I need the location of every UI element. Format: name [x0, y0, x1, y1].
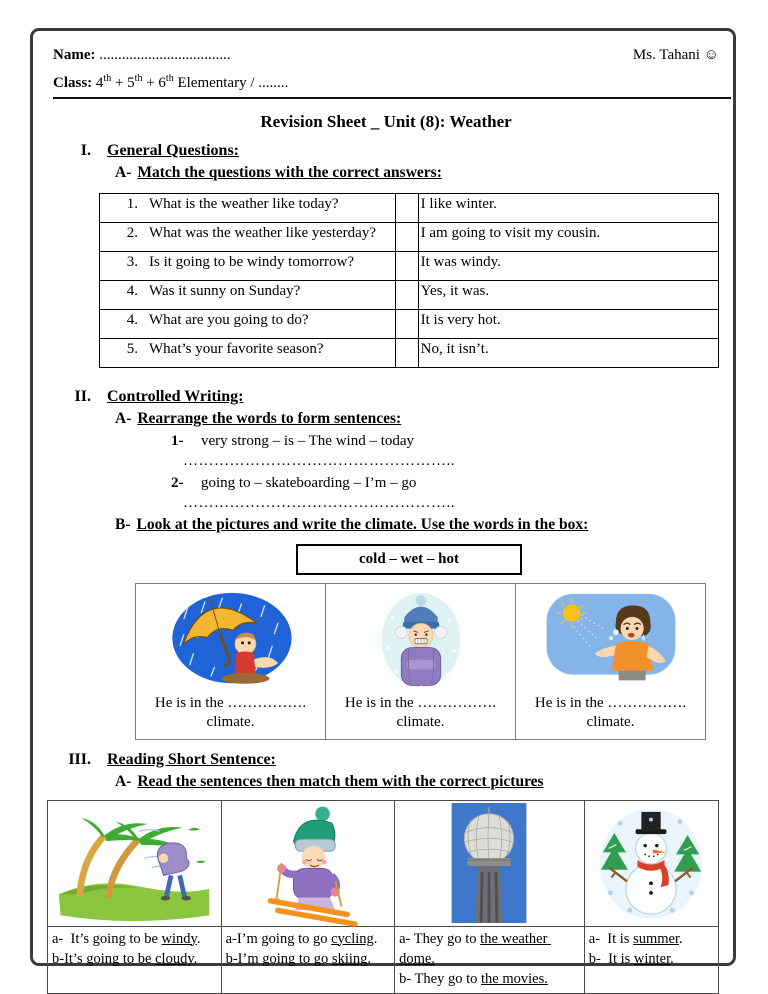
table-row	[48, 800, 719, 926]
table-row	[100, 223, 719, 252]
boy-with-umbrella-in-rain-illustration	[156, 590, 306, 690]
worksheet-page	[30, 28, 736, 988]
climate-caption: He is in the ……………. climate.	[154, 695, 307, 730]
cold-shivering-man-illustration	[367, 590, 475, 690]
item-number: 2-	[171, 475, 184, 491]
picture-cell-snowman	[584, 800, 718, 926]
match-gap-cell	[396, 281, 419, 310]
picture-cell-weather-dome	[395, 800, 585, 926]
section-3-title: Reading Short Sentence:	[107, 750, 276, 768]
picture-cell-skiing	[221, 800, 395, 926]
table-row	[100, 194, 719, 223]
match-gap-cell	[396, 223, 419, 252]
picture-cell-windy	[48, 800, 222, 926]
snowman-winter-illustration	[597, 804, 705, 922]
question-cell: 4. What are you going to do?	[100, 310, 396, 339]
section-2-heading	[53, 388, 719, 406]
section-3a-heading: A- Read the sentences then match them with the correct pictures	[115, 772, 544, 790]
answer-cell: I like winter.	[418, 194, 718, 223]
section-1-heading	[53, 142, 719, 160]
name-field	[53, 47, 230, 64]
answer-blank-line: ……………………………………………..	[183, 453, 455, 469]
name-dotted-line: ...................................	[99, 47, 231, 63]
scrambled-words: very strong – is – The wind – today	[201, 433, 415, 449]
caption-cell: a- It’s going to be windy. b-It’s going to be cloudy.	[48, 926, 222, 994]
question-cell: 3. Is it going to be windy tomorrow?	[100, 252, 396, 281]
answer-cell: Yes, it was.	[418, 281, 718, 310]
section-2-title: Controlled Writing:	[107, 388, 244, 405]
match-gap-cell	[396, 252, 419, 281]
question-cell: 4. Was it sunny on Sunday?	[100, 281, 396, 310]
table-row	[100, 281, 719, 310]
rearrange-item	[171, 433, 719, 450]
rearrange-item	[171, 475, 719, 492]
table-row	[100, 310, 719, 339]
page-title: Revision Sheet _ Unit (8): Weather	[260, 112, 512, 131]
section-1-numeral: I.	[80, 142, 91, 159]
match-gap-cell	[396, 339, 419, 368]
caption-cell: a- They go to the weather dome. b- They go to the movies.	[395, 926, 585, 994]
section-2a-label: A-	[115, 410, 132, 427]
section-1a-label: A-	[115, 164, 132, 181]
question-cell: 5. What’s your favorite season?	[100, 339, 396, 368]
answer-cell: It was windy.	[418, 252, 718, 281]
teacher-name: Ms. Tahani ☺	[632, 47, 719, 63]
climate-caption: He is in the ……………. climate.	[534, 695, 687, 730]
section-3-numeral: III.	[68, 750, 91, 768]
climate-caption: He is in the ……………. climate.	[344, 695, 497, 730]
hot-sweating-boy-illustration	[536, 590, 686, 690]
climate-pictures-table	[135, 583, 706, 740]
section-1a-heading: A- Match the questions with the correct answers:	[115, 164, 442, 181]
name-label: Name:	[53, 47, 96, 63]
section-2a-heading: A- Rearrange the words to form sentences:	[115, 410, 402, 427]
match-gap-cell	[396, 194, 419, 223]
table-row	[100, 252, 719, 281]
item-number: 1-	[171, 433, 184, 449]
header-divider	[53, 97, 731, 99]
section-2-numeral: II.	[74, 388, 91, 405]
reading-match-table	[47, 800, 719, 994]
header-row-name	[53, 47, 719, 64]
climate-cell-wet	[136, 584, 326, 740]
table-row	[48, 926, 719, 994]
weather-dome-tower-photo	[451, 803, 527, 923]
climate-cell-cold	[326, 584, 516, 740]
word-bank-box: cold – wet – hot	[296, 544, 522, 575]
answer-cell: I am going to visit my cousin.	[418, 223, 718, 252]
match-questions-table	[99, 193, 719, 368]
section-3a-label: A-	[115, 772, 132, 790]
caption-cell: a- It is summer. b- It is winter.	[584, 926, 718, 994]
table-row	[136, 584, 706, 740]
question-cell: 1. What is the weather like today?	[100, 194, 396, 223]
section-2b-heading: B- Look at the pictures and write the climate. Use the words in the box:	[115, 516, 589, 533]
class-label: Class:	[53, 75, 93, 91]
question-cell: 2. What was the weather like yesterday?	[100, 223, 396, 252]
scrambled-words: going to – skateboarding – I’m – go	[201, 475, 417, 491]
answer-cell: It is very hot.	[418, 310, 718, 339]
header-row-class	[53, 73, 719, 92]
climate-cell-hot	[516, 584, 706, 740]
table-row	[100, 339, 719, 368]
caption-cell: a-I’m going to go cycling. b-I’m going to go skiing.	[221, 926, 395, 994]
windy-palm-trees-illustration	[52, 803, 216, 923]
match-gap-cell	[396, 310, 419, 339]
section-3-heading	[53, 751, 719, 769]
section-1-title: General Questions:	[107, 142, 239, 159]
class-value: 4th + 5th + 6th Elementary / ........	[95, 73, 289, 91]
answer-cell: No, it isn’t.	[418, 339, 718, 368]
section-2b-label: B-	[115, 516, 131, 533]
child-skiing-illustration	[250, 803, 366, 923]
answer-blank-line: ……………………………………………..	[183, 495, 455, 511]
